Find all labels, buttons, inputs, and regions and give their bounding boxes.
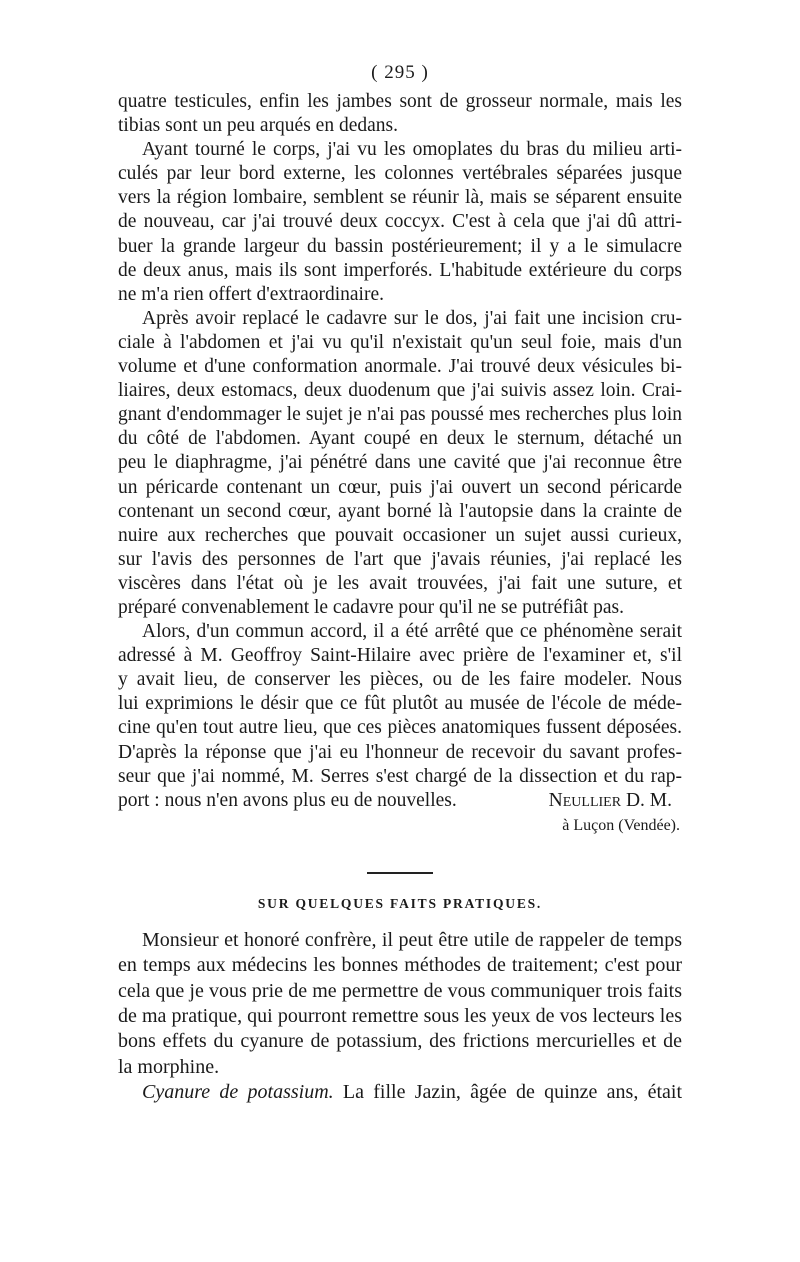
closing-line-with-signature (118, 789, 682, 813)
author-signature: Neullier D. M. (548, 789, 672, 811)
text-fragment: La fille Jazin, âgée de quinze ans, était (342, 1081, 683, 1104)
text-line-mixed (118, 1080, 682, 1105)
text-line: Monsieur et honoré confrère, il peut être utile de rappeler de temps (142, 928, 682, 951)
text-line: de nouveau, car j'ai trouvé deux coccyx. C'est à cela que j'ai dû attri- (118, 211, 682, 233)
text-line: gnant d'endommager le sujet je n'ai pas poussé mes recherches plus loin (118, 404, 682, 426)
text-line: tibias sont un peu arqués en dedans. (118, 115, 398, 137)
text-line: peu le diaphragme, j'ai pénétré dans une cavité que j'ai reconnue être (118, 452, 682, 474)
text-line: adressé à M. Geoffroy Saint-Hilaire avec prière de l'examiner et, s'il (118, 645, 682, 667)
text-line: quatre testicules, enfin les jambes sont de grosseur normale, mais les (118, 91, 682, 112)
signature-place: à Luçon (Vendée). (562, 816, 680, 834)
text-line: ciale à l'abdomen et j'ai vu qu'il n'existait qu'un seul foie, mais d'un (118, 331, 682, 353)
text-line: cela que je vous prie de me permettre de vous communiquer trois faits (118, 979, 682, 1002)
text-line: Après avoir replacé le cadavre sur le dos, j'ai fait une incision cru- (142, 307, 682, 329)
text-line: D'après la réponse que j'ai eu l'honneur de recevoir du savant profes- (118, 741, 682, 763)
text-line: y avait lieu, de conserver les pièces, ou de les faire modeler. Nous (118, 669, 682, 691)
text-line: sur l'avis des personnes de l'art que j'avais réunies, j'ai replacé les (118, 548, 682, 570)
text-line: un péricarde contenant un cœur, puis j'ai ouvert un second péricarde (118, 476, 682, 498)
paragraph-4 (118, 620, 682, 837)
text-line: Ayant tourné le corps, j'ai vu les omoplates du bras du milieu arti- (142, 139, 682, 161)
text-line: du côté de l'abdomen. Ayant coupé en deux le sternum, détaché un (118, 428, 682, 450)
text-line: contenant un second cœur, ayant borné là l'autopsie dans la crainte de (118, 500, 682, 522)
italic-heading: Cyanure de potassium. (142, 1081, 334, 1104)
text-line: bons effets du cyanure de potassium, des frictions mercurielles et de (118, 1030, 682, 1053)
text-line: vers la région lombaire, semblent se réunir là, mais se séparent ensuite (118, 187, 682, 209)
text-line: de deux anus, mais ils sont imperforés. L'habitude extérieure du corps (118, 259, 682, 281)
paragraph-3 (118, 307, 682, 620)
page-number: ( 295 ) (371, 62, 429, 83)
section-divider (367, 872, 433, 874)
paragraph-1 (118, 90, 682, 138)
text-line: ne m'a rien offert d'extraordinaire. (118, 283, 385, 305)
text-line: port : nous n'en avons plus eu de nouvelles. (118, 789, 457, 811)
text-line: liaires, deux estomacs, deux duodenum que j'ai suivis assez loin. Crai- (118, 380, 682, 402)
section-title: SUR QUELQUES FAITS PRATIQUES. (257, 895, 543, 911)
text-line: préparé convenablement le cadavre pour qu'il ne se putréfiât pas. (118, 596, 624, 618)
section-body (118, 928, 682, 1106)
text-line: seur que j'ai nommé, M. Serres s'est chargé de la dissection et du rap- (118, 765, 682, 787)
text-line: lui exprimions le désir que ce fût plutôt au musée de l'école de méde- (118, 693, 682, 715)
text-line: nuire aux recherches que pouvait occasioner un sujet aussi curieux, (118, 524, 682, 546)
text-line: viscères dans l'état où je les avait trouvées, j'ai fait une suture, et (118, 572, 682, 594)
text-line: Alors, d'un commun accord, il a été arrêté que ce phénomène serait (142, 621, 682, 643)
text-line: volume et d'une conformation anormale. J'ai trouvé deux vésicules bi- (118, 356, 682, 378)
paragraph-2 (118, 138, 682, 307)
text-line: buer la grande largeur du bassin postérieurement; il y a le simulacre (118, 235, 682, 257)
text-line: en temps aux médecins les bonnes méthodes de traitement; c'est pour (118, 954, 682, 977)
text-line: cine qu'en tout autre lieu, que ces pièces anatomiques fussent déposées. (118, 717, 682, 739)
text-line: culés par leur bord externe, les colonnes vertébrales séparées jusque (118, 163, 682, 185)
document-page (118, 60, 682, 1106)
text-line: de ma pratique, qui pourront remettre sous les yeux de vos lecteurs les (118, 1004, 682, 1027)
text-line: la morphine. (118, 1055, 220, 1078)
